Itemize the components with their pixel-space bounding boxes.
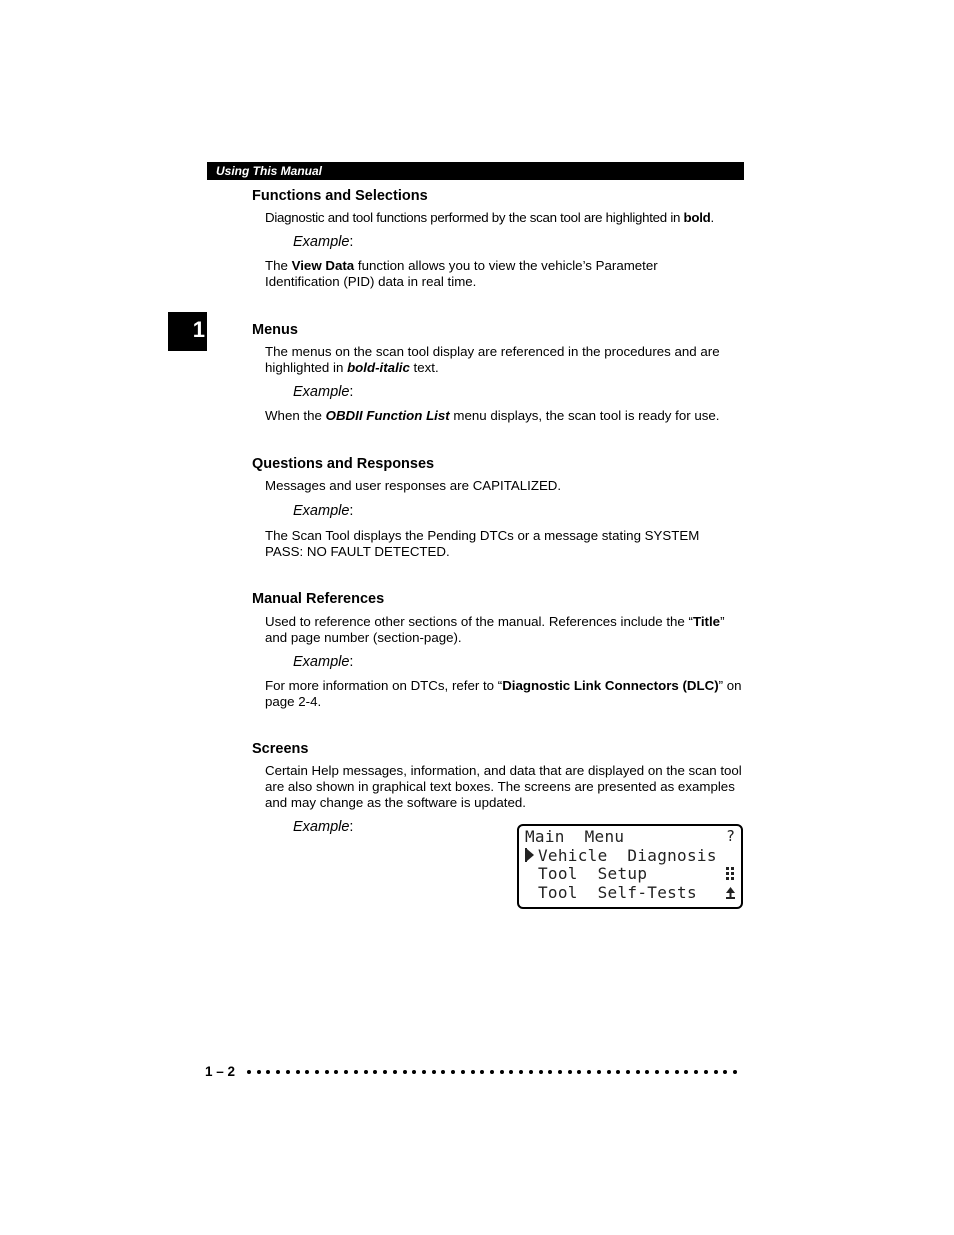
footer-dot [403,1070,407,1074]
footer-dot [296,1070,300,1074]
menus-example-label: Example: [293,384,354,400]
footer-dot [529,1070,533,1074]
chapter-tab: 1 [168,312,207,351]
footer-dot [645,1070,649,1074]
footer-dot [548,1070,552,1074]
selection-arrow-icon [525,848,534,862]
footer-dot [451,1070,455,1074]
scrollbar-icon [726,867,735,880]
functions-example-text: The View Data function allows you to view the vehicle’s Parameter Identification (PID) data in real time. [265,258,658,289]
footer-dot [257,1070,261,1074]
footer-dot [276,1070,280,1074]
footer-dot [286,1070,290,1074]
footer-dot [597,1070,601,1074]
footer-dot [577,1070,581,1074]
menu-item-vehicle-diagnosis: Vehicle Diagnosis [538,846,717,865]
footer-dot [354,1070,358,1074]
footer-dot [334,1070,338,1074]
screens-example-label: Example: [293,819,354,835]
section-title-questions: Questions and Responses [252,456,435,472]
footer-dot [558,1070,562,1074]
screen-title: Main Menu [525,827,625,846]
references-example-text: For more information on DTCs, refer to “Diagnostic Link Connectors (DLC)” on page 2-4. [265,678,742,709]
running-header: Using This Manual [207,162,744,180]
footer-dot [655,1070,659,1074]
scan-tool-screen [517,824,743,909]
footer-dot [364,1070,368,1074]
questions-example-text: The Scan Tool displays the Pending DTCs or a message stating SYSTEM PASS: NO FAULT DETECTED. [265,528,700,559]
footer-dot [344,1070,348,1074]
footer-dot [675,1070,679,1074]
footer-dot [305,1070,309,1074]
menus-example-text: When the OBDII Function List menu displays, the scan tool is ready for use. [265,408,720,423]
footer-dot [723,1070,727,1074]
footer-dot [490,1070,494,1074]
functions-example-label: Example: [293,234,354,250]
footer-dot [412,1070,416,1074]
functions-description: Diagnostic and tool functions performed by the scan tool are highlighted in bold. [265,210,714,225]
footer-dot [315,1070,319,1074]
footer-dot [393,1070,397,1074]
questions-example-label: Example: [293,503,354,519]
footer-dot [519,1070,523,1074]
footer-dot [441,1070,445,1074]
footer-dot [325,1070,329,1074]
menus-description: The menus on the scan tool display are referenced in the procedures and are highlighted in bold-italic text. [265,344,720,375]
page-number: 1 – 2 [205,1064,236,1079]
footer-dot [461,1070,465,1074]
footer-dot [509,1070,513,1074]
menu-item-tool-self-tests: Tool Self-Tests [538,883,697,902]
menu-item-tool-setup: Tool Setup [538,864,648,883]
footer-dot [616,1070,620,1074]
footer-dot [500,1070,504,1074]
footer-dot [684,1070,688,1074]
section-title-functions: Functions and Selections [252,188,428,204]
footer-dot [694,1070,698,1074]
footer-dot [733,1070,737,1074]
footer-dot [471,1070,475,1074]
section-title-screens: Screens [252,741,309,757]
footer-dot [266,1070,270,1074]
footer-dot [714,1070,718,1074]
references-description: Used to reference other sections of the manual. References include the “Title” and page number (section-page). [265,614,725,645]
questions-description: Messages and user responses are CAPITALIZED. [265,478,562,493]
footer-dot [247,1070,251,1074]
section-title-references: Manual References [252,591,385,607]
footer-dot [383,1070,387,1074]
footer-dot [626,1070,630,1074]
footer-dot-leader [247,1064,737,1080]
scroll-down-arrow-icon [726,887,735,899]
references-example-label: Example: [293,654,354,670]
footer-dot [432,1070,436,1074]
footer-dot [373,1070,377,1074]
footer-dot [568,1070,572,1074]
footer-dot [422,1070,426,1074]
footer-dot [636,1070,640,1074]
footer-dot [665,1070,669,1074]
footer-dot [704,1070,708,1074]
footer-dot [607,1070,611,1074]
footer-dot [587,1070,591,1074]
footer-dot [539,1070,543,1074]
help-icon: ? [725,827,735,845]
screens-description: Certain Help messages, information, and data that are displayed on the scan tool are also shown in graphical text boxes. The screens are presented as examples and may change as the software is updated. [265,763,742,810]
section-title-menus: Menus [252,322,298,338]
footer-dot [480,1070,484,1074]
